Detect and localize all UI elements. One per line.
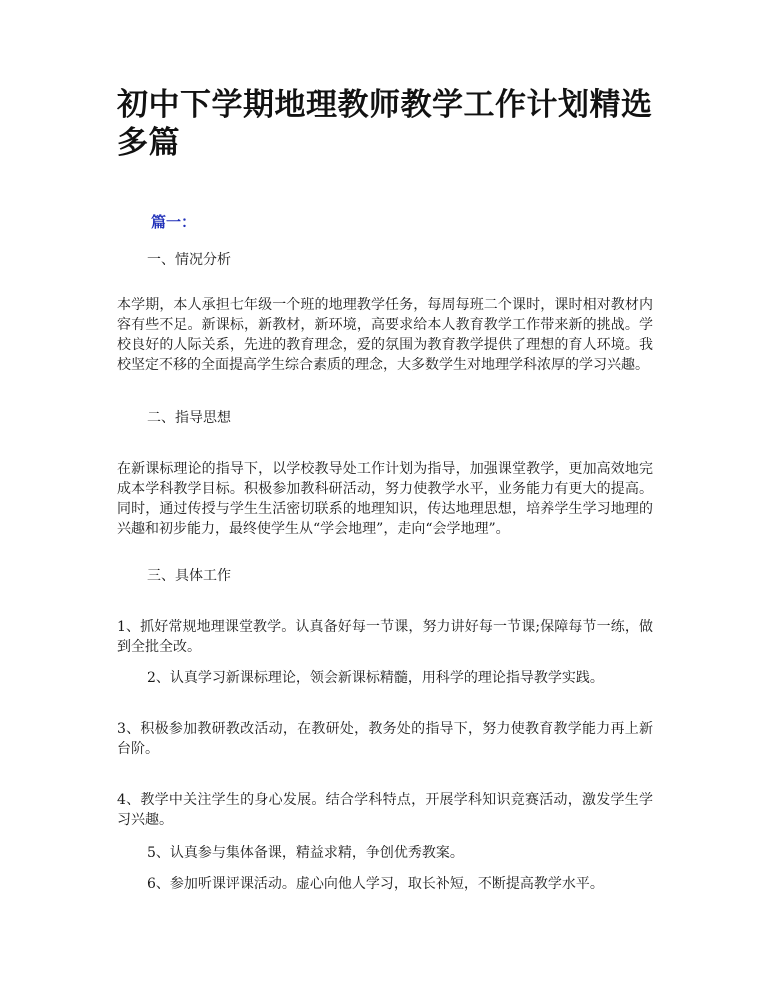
section-heading-situation: 一、情况分析	[147, 252, 231, 268]
work-item-4: 4、教学中关注学生的身心发展。结合学科特点，开展学科知识竞赛活动，激发学生学习兴趣。	[117, 792, 653, 828]
part-label: 篇一：	[151, 213, 197, 231]
document-title: 初中下学期地理教师教学工作计划精选多篇	[117, 87, 653, 161]
work-item-2: 2、认真学习新课标理论，领会新课标精髓，用科学的理论指导教学实践。	[147, 670, 604, 686]
work-item-6: 6、参加听课评课活动。虚心向他人学习，取长补短，不断提高教学水平。	[147, 876, 604, 892]
work-item-5: 5、认真参与集体备课，精益求精，争创优秀教案。	[147, 845, 464, 861]
work-item-3: 3、积极参加教研教改活动，在教研处，教务处的指导下，努力使教育教学能力再上新台阶。	[117, 721, 653, 757]
section-heading-work: 三、具体工作	[147, 568, 231, 584]
paragraph-guideline: 在新课标理论的指导下，以学校教导处工作计划为指导，加强课堂教学，更加高效地完成本学科教学目标。积极参加教科研活动，努力使教学水平，业务能力有更大的提高。同时，通过传授与学生生活密切联系的地理知识，传达地理思想，培养学生学习地理的兴趣和初步能力，最终使学生从“学会地理”，走向“会学地理”。	[117, 461, 653, 537]
work-item-1: 1、抓好常规地理课堂教学。认真备好每一节课，努力讲好每一节课;保障每节一练，做到全批全改。	[117, 619, 653, 655]
section-heading-guideline: 二、指导思想	[147, 410, 231, 426]
paragraph-situation: 本学期，本人承担七年级一个班的地理教学任务，每周每班二个课时，课时相对教材内容有些不足。新课标，新教材，新环境，高要求给本人教育教学工作带来新的挑战。学校良好的人际关系，先进的教育理念，爱的氛围为教育教学提供了理想的育人环境。我校坚定不移的全面提高学生综合素质的理念，大多数学生对地理学科浓厚的学习兴趣。	[117, 297, 653, 373]
